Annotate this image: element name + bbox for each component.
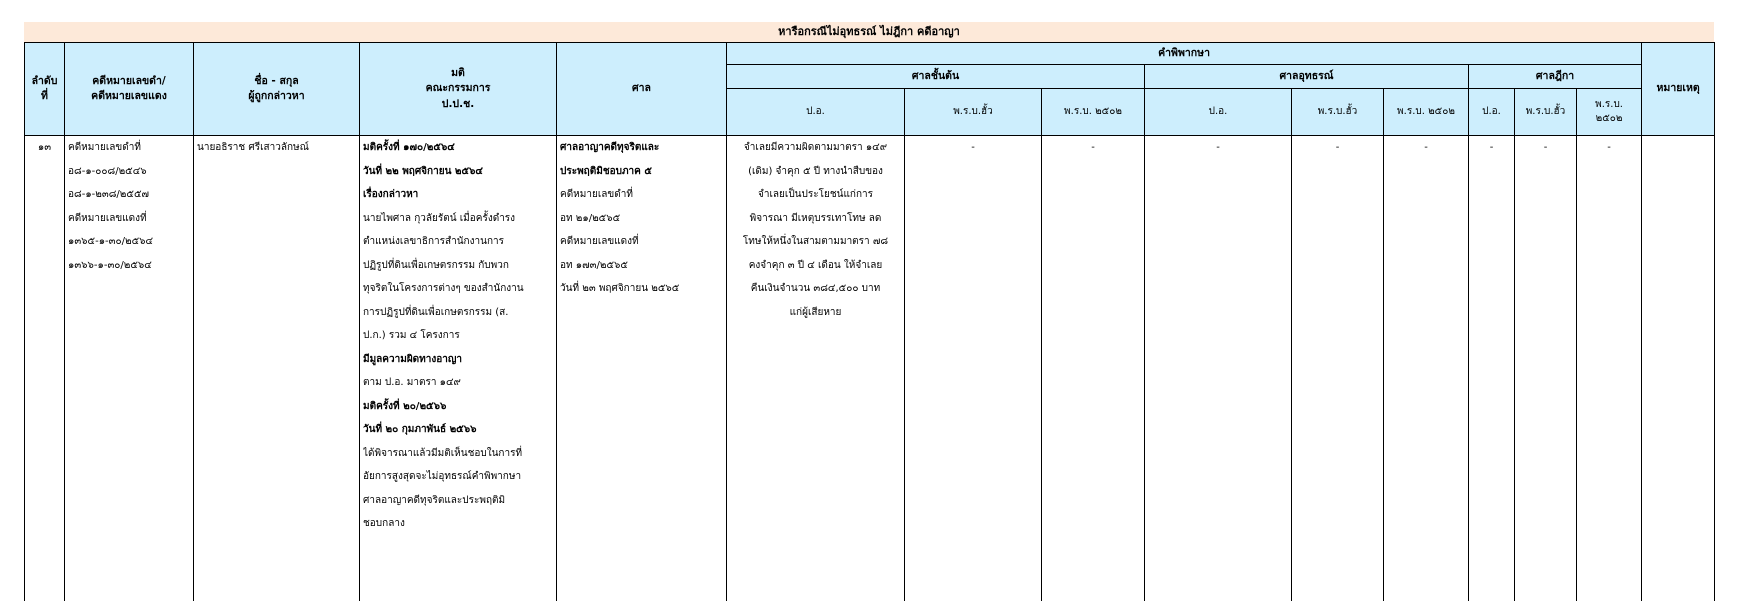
header-supreme-court: ศาลฎีกา xyxy=(1469,65,1642,89)
cell-supreme-prb-old: - xyxy=(1515,136,1577,602)
header-first-prb-old: พ.ร.บ.ฮั้ว xyxy=(905,89,1042,136)
header-appeal-po: ป.อ. xyxy=(1145,89,1292,136)
text-line: ได้พิจารณาแล้วมีมติเห็นชอบในการที่ xyxy=(363,447,523,459)
cell-supreme-po: - xyxy=(1469,136,1515,602)
header-resolution: มติ คณะกรรมการ ป.ป.ช. xyxy=(360,43,557,136)
header-first-court: ศาลชั้นต้น xyxy=(727,65,1145,89)
text-line: เรื่องกล่าวหา xyxy=(363,189,419,200)
cell-first-po: จำเลยมีความผิดตามมาตรา ๑๔๙ (เดิม) จำคุก ๕ ปี ทางนำสืบของ จำเลยเป็นประโยชน์แก่การ พิจารณา มีเหตุบรรเทาโทษ ลด โทษให้หนึ่งในสามตามมาตรา ๗๘ คงจำคุก ๓ ปี ๔ เดือน ให้จำเลย คืนเงินจำนวน ๓๘๔,๕๐๐ บาท แก่ผู้เสียหาย xyxy=(727,136,905,602)
cell-first-prb-old: - xyxy=(905,136,1042,602)
header-first-po: ป.อ. xyxy=(727,89,905,136)
cell-resolution xyxy=(360,136,557,602)
text-line: ตาม ป.อ. มาตรา ๑๔๙ xyxy=(363,377,461,388)
header-appeal-court: ศาลอุทธรณ์ xyxy=(1145,65,1469,89)
text-line: วันที่ ๒๒ พฤศจิกายน ๒๕๖๔ xyxy=(363,165,483,177)
text-line: นายไพศาล กุวลัยรัตน์ เมื่อครั้งดำรง xyxy=(363,212,516,224)
text-line: ชอบกลาง xyxy=(363,518,405,529)
cell-supreme-prb-2502: - xyxy=(1577,136,1642,602)
text-line: วันที่ ๒๐ กุมภาพันธ์ ๒๕๖๖ xyxy=(363,424,477,435)
text-line: ศาลอาญาคดีทุจริตและ xyxy=(560,142,660,153)
cell-appeal-po: - xyxy=(1145,136,1292,602)
table-row xyxy=(25,136,1715,602)
text-line: มติครั้งที่ ๑๗๐/๒๕๖๔ xyxy=(363,142,455,153)
header-supreme-po: ป.อ. xyxy=(1469,89,1515,136)
text-line: อท ๑๗๓/๒๕๖๕ xyxy=(560,259,628,271)
text-line: ตำแหน่งเลขาธิการสำนักงานการ xyxy=(363,236,504,247)
cell-no: ๑๓ xyxy=(25,136,65,602)
cell-appeal-prb-old: - xyxy=(1292,136,1384,602)
header-remark: หมายเหตุ xyxy=(1642,43,1715,136)
page-title: หารือกรณีไม่อุทธรณ์ ไม่ฎีกา คดีอาญา xyxy=(24,22,1714,42)
text-line: มีมูลความผิดทางอาญา xyxy=(363,353,463,365)
case-table xyxy=(24,42,1715,601)
header-judgment: คำพิพากษา xyxy=(727,43,1642,65)
header-appeal-prb-2502: พ.ร.บ. ๒๕๐๒ xyxy=(1384,89,1469,136)
text-line: ประพฤติมิชอบภาค ๕ xyxy=(560,165,652,177)
cell-case-no: คดีหมายเลขดำที่ อ๘-๑-๐๐๘/๒๕๔๖ อ๘-๑-๒๓๘/๒๕๕๗ คดีหมายเลขแดงที่ ๑๓๖๕-๑-๓๐/๒๕๖๔ ๑๓๖๖-๑-๓๐/๒๕๖๔ xyxy=(65,136,194,602)
header-supreme-prb-2502: พ.ร.บ. ๒๕๐๒ xyxy=(1577,89,1642,136)
text-line: ศาลอาญาคดีทุจริตและประพฤติมิ xyxy=(363,494,506,506)
text-line: คดีหมายเลขดำที่ xyxy=(560,189,633,200)
header-first-prb-2502: พ.ร.บ. ๒๕๐๒ xyxy=(1042,89,1145,136)
header-court: ศาล xyxy=(557,43,727,136)
cell-appeal-prb-2502: - xyxy=(1384,136,1469,602)
text-line: การปฏิรูปที่ดินเพื่อเกษตรกรรม (ส. xyxy=(363,306,509,318)
cell-name: นายอธิราช ศรีเสาวลักษณ์ xyxy=(194,136,360,602)
header-name: ชื่อ - สกุล ผู้ถูกกล่าวหา xyxy=(194,43,360,136)
header-no: ลำดับ ที่ xyxy=(25,43,65,136)
cell-first-prb-2502: - xyxy=(1042,136,1145,602)
text-line: อัยการสูงสุดจะไม่อุทธรณ์คำพิพากษา xyxy=(363,471,522,482)
text-line: ป.ก.) รวม ๔ โครงการ xyxy=(363,330,460,341)
header-supreme-prb-old: พ.ร.บ.ฮั้ว xyxy=(1515,89,1577,136)
cell-remark xyxy=(1642,136,1715,602)
header-case-no: คดีหมายเลขดำ/ คดีหมายเลขแดง xyxy=(65,43,194,136)
text-line: ปฏิรูปที่ดินเพื่อเกษตรกรรม กับพวก xyxy=(363,259,509,271)
text-line: คดีหมายเลขแดงที่ xyxy=(560,236,639,247)
text-line: ทุจริตในโครงการต่างๆ ของสำนักงาน xyxy=(363,283,524,294)
header-appeal-prb-old: พ.ร.บ.ฮั้ว xyxy=(1292,89,1384,136)
text-line: มติครั้งที่ ๒๐/๒๕๖๖ xyxy=(363,400,447,412)
cell-court xyxy=(557,136,727,602)
text-line: อท ๒๑/๒๕๖๕ xyxy=(560,212,621,224)
text-line: วันที่ ๒๓ พฤศจิกายน ๒๕๖๕ xyxy=(560,283,680,294)
